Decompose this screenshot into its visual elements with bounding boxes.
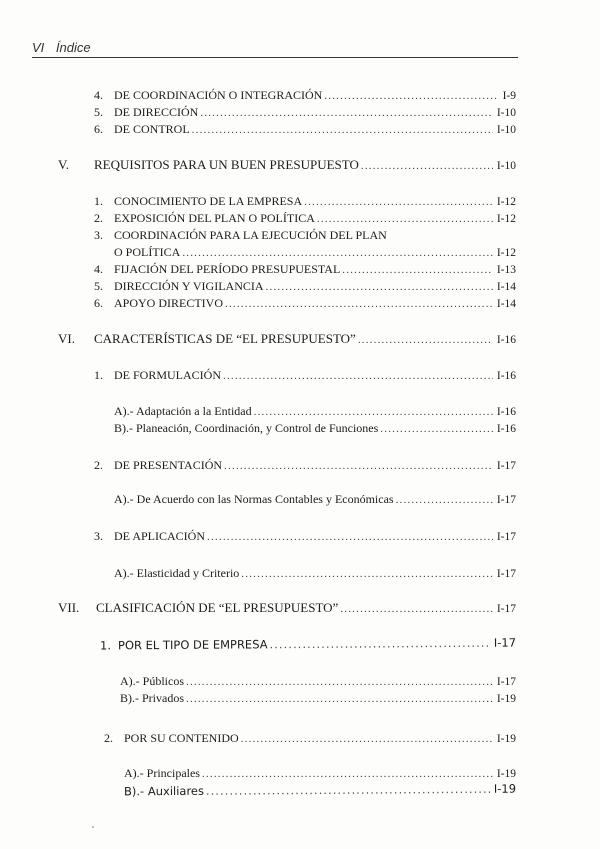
toc-entry-page: I-16 xyxy=(496,423,516,435)
toc-subentry xyxy=(120,674,516,690)
toc-leader-dots xyxy=(206,782,490,799)
toc-entry-number: 3. xyxy=(94,529,103,543)
toc-entry-page: I-16 xyxy=(496,334,516,346)
toc-leader-dots xyxy=(200,106,493,121)
toc-entry-page: I-17 xyxy=(496,494,516,506)
toc-subentry xyxy=(114,404,516,420)
page-number: VI xyxy=(32,40,45,55)
toc-subentry xyxy=(120,691,516,707)
toc-entry-page: I-17 xyxy=(496,460,516,472)
toc-entry-label: DE DIRECCIÓN xyxy=(114,105,199,119)
toc-entry xyxy=(94,529,516,545)
toc-entry xyxy=(94,368,516,384)
toc-leader-dots xyxy=(254,405,493,420)
toc-entry-label: FIJACIÓN DEL PERÍODO PRESUPUESTAL xyxy=(114,262,341,276)
toc-entry-page: I-16 xyxy=(496,370,516,382)
toc-leader-dots xyxy=(324,89,498,104)
toc-leader-dots xyxy=(202,767,493,782)
toc-entry-page: I-17 xyxy=(496,568,516,580)
toc-entry-number: 2. xyxy=(94,211,103,225)
toc-leader-dots xyxy=(317,212,493,227)
toc-entry-page: I-14 xyxy=(496,281,516,293)
toc-entry-label: A).- Adaptación a la Entidad xyxy=(114,404,252,418)
toc-entry xyxy=(94,228,516,243)
toc-entry-number: V. xyxy=(58,157,69,172)
toc-entry-page: I-9 xyxy=(502,90,516,102)
toc-entry-page: I-12 xyxy=(496,247,516,259)
toc-entry-label: REQUISITOS PARA UN BUEN PRESUPUESTO xyxy=(94,157,359,172)
toc-leader-dots xyxy=(225,297,493,312)
toc-leader-dots xyxy=(270,636,490,653)
toc-entry-page: I-19 xyxy=(493,781,517,796)
toc-entry-label: A).- Públicos xyxy=(120,674,184,688)
toc-entry-label: B).- Auxiliares xyxy=(123,783,205,799)
toc-entry-label: DE COORDINACIÓN O INTEGRACIÓN xyxy=(114,88,323,102)
toc-leader-dots xyxy=(207,530,493,545)
toc-leader-dots xyxy=(186,675,493,690)
toc-section xyxy=(58,157,516,174)
toc-entry-label: POR SU CONTENIDO xyxy=(124,731,239,745)
toc-entry xyxy=(94,279,516,295)
toc-leader-dots xyxy=(224,459,493,474)
toc-leader-dots xyxy=(358,333,493,348)
toc-entry-page: I-17 xyxy=(496,603,516,615)
toc-leader-dots xyxy=(396,493,493,508)
toc-entry-label: CONOCIMIENTO DE LA EMPRESA xyxy=(114,194,303,208)
toc-entry-page: I-16 xyxy=(496,406,516,418)
toc-entry-label: POR EL TIPO DE EMPRESA xyxy=(117,637,268,653)
toc-entry-page: I-12 xyxy=(496,213,516,225)
toc-entry-label: EXPOSICIÓN DEL PLAN O POLÍTICA xyxy=(114,211,315,225)
toc-leader-dots xyxy=(192,123,493,138)
toc-entry-label: DE FORMULACIÓN xyxy=(114,368,222,382)
toc-entry-label: A).- Elasticidad y Criterio xyxy=(114,566,240,580)
toc-subentry xyxy=(114,566,516,582)
toc-entry-number: 3. xyxy=(94,228,103,242)
toc-entry-label: A).- De Acuerdo con las Normas Contables y Económicas xyxy=(114,492,394,506)
header-title: Índice xyxy=(55,40,91,55)
toc-entry-number: 2. xyxy=(94,458,103,472)
toc-entry-page: I-19 xyxy=(496,768,516,780)
toc-leader-dots xyxy=(340,602,493,617)
toc-entry-label: B).- Planeación, Coordinación, y Control de Funciones xyxy=(114,421,379,435)
toc-entry-label: O POLÍTICA xyxy=(114,245,181,259)
toc-entry-number: 1. xyxy=(94,368,103,382)
toc-entry-number: VI. xyxy=(58,331,75,346)
toc-entry xyxy=(94,211,516,227)
toc-section xyxy=(58,600,516,617)
toc-leader-dots xyxy=(241,732,493,747)
toc-entry-label: B).- Privados xyxy=(120,691,184,705)
toc-leader-dots xyxy=(223,369,493,384)
toc-entry-number: VII. xyxy=(58,600,80,615)
toc-entry-page: I-17 xyxy=(496,531,516,543)
toc-entry-label: CLASIFICACIÓN DE “EL PRESUPUESTO” xyxy=(96,600,339,615)
toc-entry-number: 6. xyxy=(94,122,103,136)
toc-entry-number: 1. xyxy=(94,194,103,208)
toc-entry-page: I-19 xyxy=(496,733,516,745)
toc-entry-page: I-10 xyxy=(496,124,516,136)
toc-entry-number: 5. xyxy=(94,279,103,293)
toc-entry xyxy=(104,731,516,747)
toc-leader-dots xyxy=(241,567,493,582)
toc-entry xyxy=(94,105,516,121)
toc-entry xyxy=(94,122,516,138)
toc-entry xyxy=(94,458,516,474)
toc-entry xyxy=(94,194,516,210)
toc-leader-dots xyxy=(304,195,493,210)
toc-entry-page: I-10 xyxy=(496,160,516,172)
toc-leader-dots xyxy=(182,246,493,261)
toc-entry-label: DE PRESENTACIÓN xyxy=(114,458,223,472)
toc-section xyxy=(58,331,516,348)
toc-subentry xyxy=(124,766,516,782)
toc-leader-dots xyxy=(380,422,493,437)
toc-subentry xyxy=(124,782,516,800)
toc-entry-number: 1. xyxy=(99,638,112,653)
toc-leader-dots xyxy=(342,263,493,278)
toc-entry-label: APOYO DIRECTIVO xyxy=(114,296,223,310)
toc-subentry xyxy=(114,492,516,508)
toc-entry xyxy=(94,296,516,312)
toc-entry-number: 5. xyxy=(94,105,103,119)
toc-entry-label: DIRECCIÓN Y VIGILANCIA xyxy=(114,279,264,293)
toc-entry xyxy=(100,636,516,654)
toc-subentry xyxy=(114,421,516,437)
toc-entry-label: DE CONTROL xyxy=(114,122,190,136)
toc-entry-number: 6. xyxy=(94,296,103,310)
toc-leader-dots xyxy=(266,280,493,295)
toc-entry-page: I-12 xyxy=(496,196,516,208)
toc-entry xyxy=(94,262,516,278)
toc-entry-page: I-14 xyxy=(496,298,516,310)
toc-leader-dots xyxy=(186,692,493,707)
toc-leader-dots xyxy=(361,159,493,174)
toc-entry-continuation xyxy=(114,245,516,261)
toc-entry-page: I-10 xyxy=(496,107,516,119)
toc-entry-label: CARACTERÍSTICAS DE “EL PRESUPUESTO” xyxy=(94,331,356,346)
toc-entry-page: I-17 xyxy=(496,676,516,688)
scan-speck xyxy=(92,826,94,828)
toc-entry-label: DE APLICACIÓN xyxy=(114,529,206,543)
toc-entry-page: I-13 xyxy=(496,264,516,276)
toc-entry-page: I-19 xyxy=(496,693,516,705)
toc-entry-number: 4. xyxy=(94,88,103,102)
toc-entry xyxy=(94,88,516,104)
toc-entry-number: 4. xyxy=(94,262,103,276)
toc-entry-page: I-17 xyxy=(493,635,517,650)
toc-entry-number: 2. xyxy=(104,731,113,745)
toc-entry-label: A).- Principales xyxy=(124,766,200,780)
toc-entry-label: COORDINACIÓN PARA LA EJECUCIÓN DEL PLAN xyxy=(114,228,387,242)
